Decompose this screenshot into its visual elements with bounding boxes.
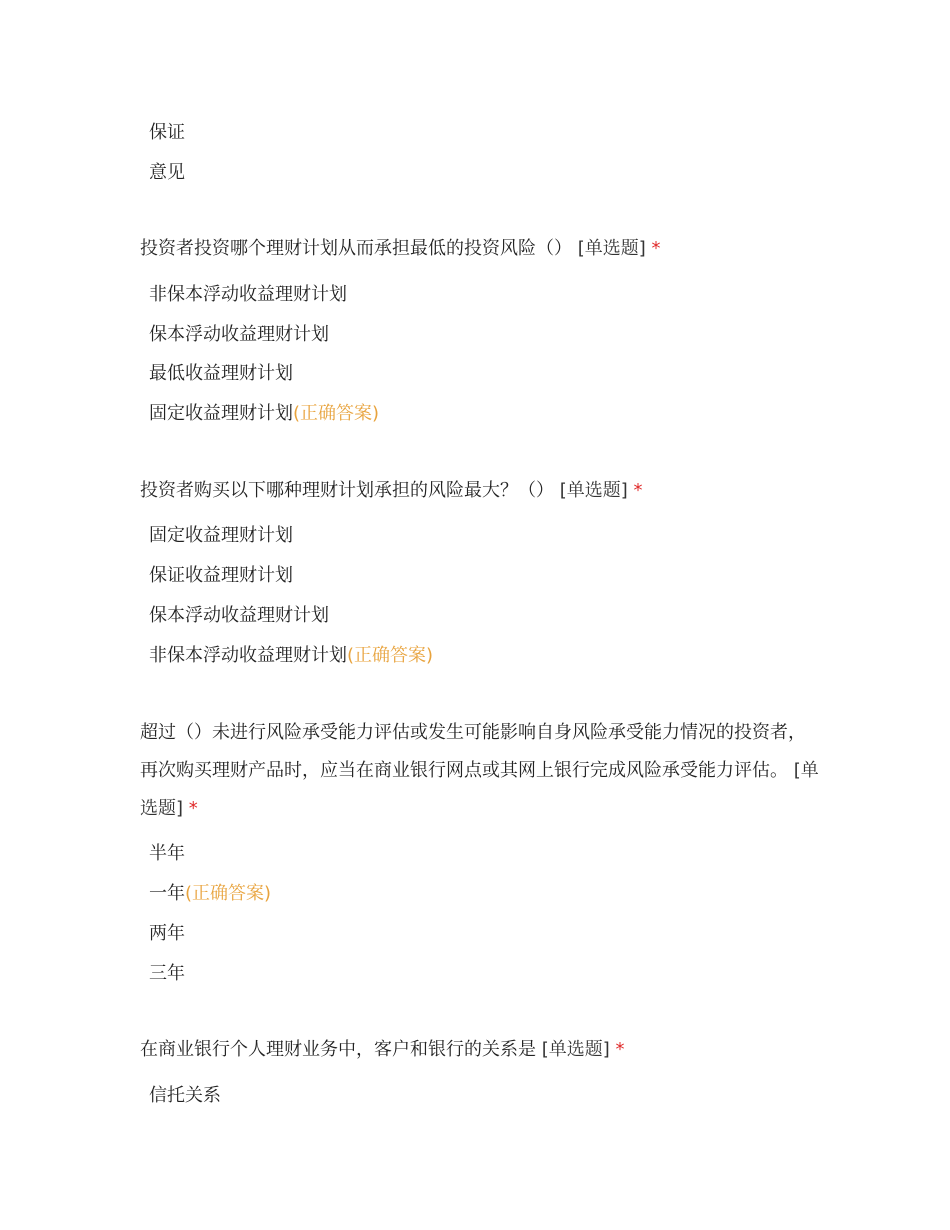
option-item [149, 1084, 221, 1108]
option-label: 非保本浮动收益理财计划 [149, 645, 347, 666]
option-label: 两年 [149, 923, 185, 944]
option-label: 固定收益理财计划 [149, 403, 293, 424]
question-text: 投资者购买以下哪种理财计划承担的风险最大？（） [140, 480, 554, 501]
option-label: 信托关系 [149, 1085, 221, 1106]
correct-answer-label: (正确答案) [293, 403, 380, 424]
option-label: 固定收益理财计划 [149, 525, 293, 546]
option-item [149, 564, 293, 588]
option-item [149, 962, 185, 986]
question-title [140, 714, 820, 828]
option-item [149, 121, 185, 145]
question-text: 超过（）未进行风险承受能力评估或发生可能影响自身风险承受能力情况的投资者，再次购买理财产品时，应当在商业银行网点或其网上银行完成风险承受能力评估。 [140, 722, 806, 781]
question-type-tag: [单选题] [577, 238, 646, 259]
option-label: 意见 [149, 162, 185, 183]
option-label: 三年 [149, 963, 185, 984]
correct-answer-label: (正确答案) [185, 883, 272, 904]
option-label: 半年 [149, 843, 185, 864]
required-mark: * [188, 798, 198, 819]
option-item [149, 524, 293, 548]
question-title [140, 1031, 820, 1069]
option-item-correct [149, 644, 433, 668]
option-label: 保证 [149, 122, 185, 143]
option-item [149, 161, 185, 185]
option-label: 一年 [149, 883, 185, 904]
question-title [140, 230, 820, 268]
option-label: 保证收益理财计划 [149, 565, 293, 586]
question-text: 在商业银行个人理财业务中，客户和银行的关系是 [140, 1039, 536, 1060]
option-item [149, 922, 185, 946]
question-text: 投资者投资哪个理财计划从而承担最低的投资风险（） [140, 238, 572, 259]
option-label: 保本浮动收益理财计划 [149, 324, 329, 345]
option-label: 保本浮动收益理财计划 [149, 605, 329, 626]
option-item [149, 842, 185, 866]
option-label: 非保本浮动收益理财计划 [149, 284, 347, 305]
question-type-tag: [单选题] [541, 1039, 610, 1060]
option-label: 最低收益理财计划 [149, 363, 293, 384]
option-item [149, 362, 293, 386]
question-type-tag: [单选题] [559, 480, 628, 501]
required-mark: * [651, 238, 661, 259]
option-item [149, 604, 329, 628]
required-mark: * [633, 480, 643, 501]
option-item-correct [149, 402, 379, 426]
question-title [140, 472, 820, 510]
required-mark: * [615, 1039, 625, 1060]
correct-answer-label: (正确答案) [347, 645, 434, 666]
option-item [149, 283, 347, 307]
option-item [149, 323, 329, 347]
question-type-tag: [单选题] [140, 760, 819, 819]
option-item-correct [149, 882, 271, 906]
